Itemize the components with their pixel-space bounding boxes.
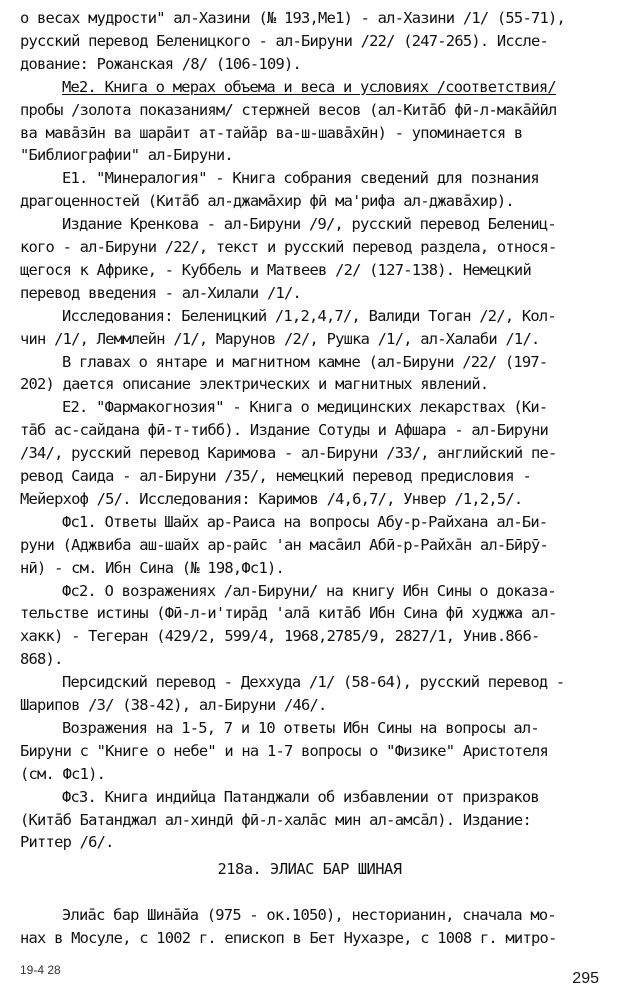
text-line: кого - ал-Бируни /22/, текст и русский перевод раздела, относя- [20,238,557,256]
text-line: Издание Кренкова - ал-Бируни /9/, русский перевод Белениц- [62,215,556,234]
text-line: (Китāб Батанджал ал-хиндӣ фӣ-л-халāс мин ал-амсāл). Издание: [20,810,531,829]
footer-code: 19-4 28 [20,963,61,977]
section-heading: 218а. ЭЛИАС БАР ШИНАЯ [217,860,402,878]
text-line: щегося к Африке, - Куббель и Матвеев /2/ (127-138). Немецкий [20,260,531,279]
text-line: В главах о янтаре и магнитном камне (ал-Бируни /22/ (197- [62,352,548,371]
text-line: Возражения на 1-5, 7 и 10 ответы Ибн Сины на вопросы ал- [62,718,539,737]
text-line: Бируни с "Книге о небе" и на 1-7 вопросы о "Физике" Аристотеля [20,741,548,760]
entry-title-fs1: Фс1. Ответы Шайх ар-Раиса на вопросы Абу-р-Райхана ал-Би- [62,512,548,531]
page-number: 295 [572,970,599,987]
text-line: 868). [20,650,63,669]
text-line: тельстве истины (Фӣ-л-и'тирāд 'алā китāб Ибн Сина фӣ худжжа ал- [20,604,557,623]
entry-title-fs3: Фс3. Книга индийца Патанджали об избавлении от призраков [62,787,539,806]
text-line: руни (Аджвиба аш-шайх ар-раӣс 'ан масāил Абӣ-р-Райхāн ал-Бӣрӯ- [20,535,548,554]
text-line: Исследования: Беленицкий /1,2,4,7/, Валиди Тоган /2/, Кол- [62,306,556,325]
text-line: Шарипов /3/ (38-42), ал-Бируни /46/. [20,696,327,714]
text-line: (см. Фс1). [20,764,106,783]
text-line: хакк) - Тегеран (429/2, 599/4, 1968,2785/9, 2827/1, Унив.866- [20,627,540,646]
entry-title-fs2: Фс2. О возражениях /ал-Бируни/ на книгу Ибн Сины о доказа- [62,581,556,600]
text-line: тāб ас-сайдана фӣ-т-тибб). Издание Сотуды и Афшара - ал-Бируни [20,421,548,440]
text-line: Риттер /6/. [20,833,114,852]
text-line: 202) дается описание электрических и магнитных явлений. [20,375,489,394]
text-line: русский перевод Беленицкого - ал-Бируни /22/ (247-265). Иссле- [20,31,548,50]
text-line: дование: Рожанская /8/ (106-109). [20,54,302,73]
entry-first-line: Элиāс бар Шинāйа (975 - ок.1050), несторианин, сначала мо- [62,906,556,924]
entry-title-e1: Е1. "Минералогия" - Книга собрания сведений для познания [62,169,539,188]
text-line: ва мавāзӣн ва шарāит ат-тайāр ва-ш-шавāхӣн) - упоминается в [20,123,523,142]
entry-title-me2: Ме2. Книга о мерах объема и веса и условиях /соответствия/ [62,77,556,96]
text-line: о весах мудрости" ал-Хазини (№ 193,Ме1) - ал-Хазини /1/ (55-71), [20,9,566,27]
text-line: драгоценностей (Китāб ал-джамāхир фӣ ма'рифа ал-джавāхир). [20,192,514,211]
text-line: Персидский перевод - Деххуда /1/ (58-64), русский перевод - [62,673,565,692]
text-line: пробы /золота показаниям/ стержней весов (ал-Китāб фӣ-л-макāйӣл [20,100,557,119]
text-line: нӣ) - см. Ибн Сина (№ 198,Фс1). [20,558,284,577]
text-line: /34/, русский перевод Каримова - ал-Бируни /33/, английский пе- [20,444,557,463]
text-line: "Библиографии" ал-Бируни. [20,146,233,165]
text-line: перевод введения - ал-Хилали /1/. [20,283,302,302]
text-line: чин /1/, Леммлейн /1/, Марунов /2/, Рушка /1/, ал-Халаби /1/. [20,329,540,348]
text-line: Мейерхоф /5/. Исследования: Каримов /4,6,7/, Унвер /1,2,5/. [20,489,523,508]
entry-title-e2: Е2. "Фармакогнозия" - Книга о медицинских лекарствах (Ки- [62,398,548,417]
text-line: ревод Саида - ал-Бируни /35/, немецкий перевод предисловия - [20,467,531,485]
text-line: нах в Мосуле, с 1002 г. епископ в Бет Нухазре, с 1008 г. митро- [20,929,557,947]
